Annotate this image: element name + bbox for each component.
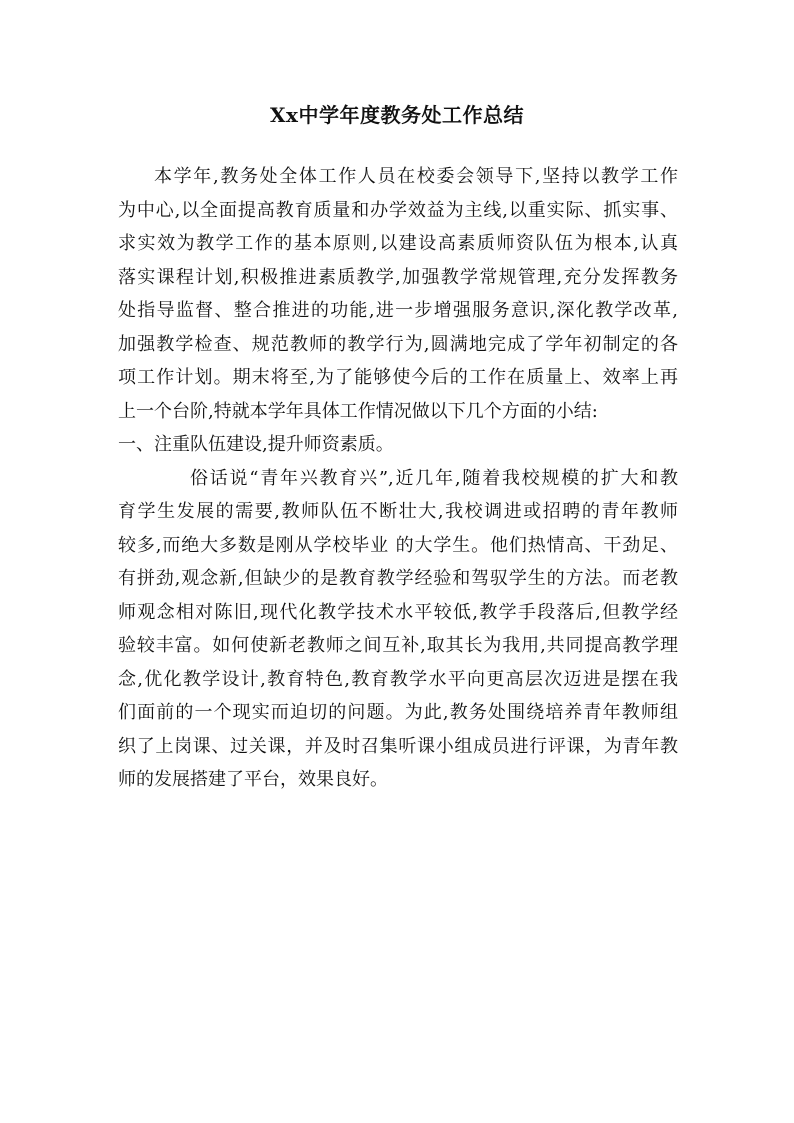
body-line: 念,优化教学设计,教育特色,教育教学水平向更高层次迈进是摆在我 [118, 668, 678, 690]
body-line: 求实效为教学工作的基本原则,以建设高素质师资队伍为根本,认真 [118, 233, 678, 254]
body-line: 为中心,以全面提高教育质量和办学效益为主线,以重实际、抓实事、 [118, 199, 678, 221]
body-line: 本学年,教务处全体工作人员在校委会领导下,坚持以教学工作 [154, 166, 678, 187]
body-line: 较多,而绝大多数是刚从学校毕业 的大学生。他们热情高、干劲足、 [118, 534, 678, 556]
document-title: Xx中学年度教务处工作总结 [270, 103, 524, 127]
body-line: 加强教学检查、规范教师的教学行为,圆满地完成了学年初制定的各 [118, 333, 678, 355]
body-line: 一、注重队伍建设,提升师资素质。 [118, 434, 394, 455]
body-line: 织了上岗课、过关课，并及时召集听课小组成员进行评课，为青年教 [118, 735, 678, 757]
body-line: 育学生发展的需要,教师队伍不断壮大,我校调进或招聘的青年教师 [118, 501, 678, 522]
body-line: 落实课程计划,积极推进素质教学,加强教学常规管理,充分发挥教务 [118, 266, 678, 288]
body-line: 上一个台阶,特就本学年具体工作情况做以下几个方面的小结: [118, 400, 598, 422]
body-line: 俗话说“青年兴教育兴”,近几年,随着我校规模的扩大和教 [190, 467, 678, 489]
body-line: 师观念相对陈旧,现代化教学技术水平较低,教学手段落后,但教学经 [118, 601, 678, 623]
body-line: 项工作计划。期末将至,为了能够使今后的工作在质量上、效率上再 [118, 367, 678, 388]
body-line: 验较丰富。如何使新老教师之间互补,取其长为我用,共同提高教学理 [118, 635, 678, 656]
body-line: 们面前的一个现实而迫切的问题。为此,教务处围绕培养青年教师组 [118, 702, 678, 723]
document-body [118, 160, 678, 797]
body-line: 有拼劲,观念新,但缺少的是教育教学经验和驾驭学生的方法。而老教 [118, 568, 678, 589]
body-line: 师的发展搭建了平台，效果良好。 [118, 769, 388, 790]
body-line: 处指导监督、整合推进的功能,进一步增强服务意识,深化教学改革, [118, 300, 678, 321]
